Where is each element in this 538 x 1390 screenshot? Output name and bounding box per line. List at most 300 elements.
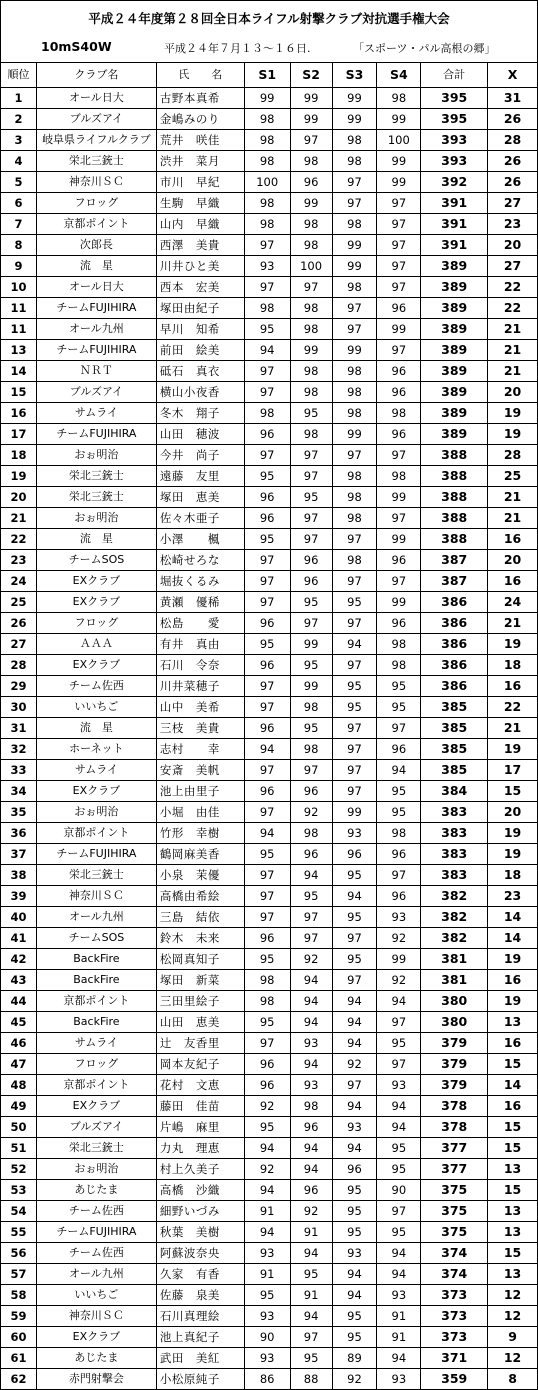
s2-cell: 95 bbox=[290, 592, 332, 613]
table-row bbox=[1, 655, 538, 676]
rank-cell: 46 bbox=[1, 1033, 37, 1054]
name-cell: 川井菜穂子 bbox=[156, 676, 244, 697]
name-cell: 佐藤 泉美 bbox=[156, 1285, 244, 1306]
x-cell: 21 bbox=[488, 340, 538, 361]
club-cell: おぉ明治 bbox=[36, 508, 156, 529]
s1-cell: 98 bbox=[244, 214, 290, 235]
table-row bbox=[1, 298, 538, 319]
x-cell: 25 bbox=[488, 466, 538, 487]
name-cell: 西本 宏美 bbox=[156, 277, 244, 298]
s2-cell: 94 bbox=[290, 1159, 332, 1180]
s2-cell: 92 bbox=[290, 1201, 332, 1222]
table-row bbox=[1, 235, 538, 256]
table-row bbox=[1, 88, 538, 109]
x-cell: 14 bbox=[488, 907, 538, 928]
total-cell: 380 bbox=[421, 1012, 488, 1033]
club-cell: EXクラブ bbox=[36, 781, 156, 802]
name-cell: 三枝 美貴 bbox=[156, 718, 244, 739]
rank-cell: 16 bbox=[1, 403, 37, 424]
s3-cell: 97 bbox=[332, 529, 377, 550]
club-cell: 京都ポイント bbox=[36, 991, 156, 1012]
s3-cell: 95 bbox=[332, 907, 377, 928]
table-row bbox=[1, 781, 538, 802]
rank-cell: 59 bbox=[1, 1306, 37, 1327]
total-cell: 373 bbox=[421, 1327, 488, 1348]
rank-cell: 21 bbox=[1, 508, 37, 529]
name-cell: 黄瀬 優稀 bbox=[156, 592, 244, 613]
s1-cell: 96 bbox=[244, 718, 290, 739]
s3-cell: 97 bbox=[332, 613, 377, 634]
rank-cell: 11 bbox=[1, 298, 37, 319]
s2-cell: 94 bbox=[290, 970, 332, 991]
s3-cell: 97 bbox=[332, 571, 377, 592]
rank-cell: 1 bbox=[1, 88, 37, 109]
name-cell: 阿蘇波奈央 bbox=[156, 1243, 244, 1264]
s2-cell: 91 bbox=[290, 1285, 332, 1306]
s4-cell: 99 bbox=[377, 592, 421, 613]
rank-cell: 23 bbox=[1, 550, 37, 571]
s4-cell: 97 bbox=[377, 1201, 421, 1222]
s3-cell: 93 bbox=[332, 823, 377, 844]
table-row bbox=[1, 466, 538, 487]
table-row bbox=[1, 403, 538, 424]
club-cell: あじたま bbox=[36, 1180, 156, 1201]
table-row bbox=[1, 361, 538, 382]
s1-cell: 98 bbox=[244, 970, 290, 991]
club-cell: チームFUJIHIRA bbox=[36, 844, 156, 865]
table-row bbox=[1, 319, 538, 340]
club-cell: チームFUJIHIRA bbox=[36, 298, 156, 319]
name-cell: 塚田 恵美 bbox=[156, 487, 244, 508]
s2-cell: 98 bbox=[290, 382, 332, 403]
x-cell: 15 bbox=[488, 1243, 538, 1264]
s1-cell: 98 bbox=[244, 151, 290, 172]
s1-cell: 96 bbox=[244, 781, 290, 802]
rank-cell: 34 bbox=[1, 781, 37, 802]
s1-cell: 95 bbox=[244, 1117, 290, 1138]
s3-cell: 95 bbox=[332, 1327, 377, 1348]
s2-cell: 98 bbox=[290, 424, 332, 445]
club-cell: いいちご bbox=[36, 1285, 156, 1306]
club-cell: チームFUJIHIRA bbox=[36, 340, 156, 361]
name-cell: 高橋由希絵 bbox=[156, 886, 244, 907]
club-cell: いいちご bbox=[36, 697, 156, 718]
x-cell: 15 bbox=[488, 1138, 538, 1159]
s4-cell: 97 bbox=[377, 235, 421, 256]
s1-cell: 94 bbox=[244, 340, 290, 361]
rank-cell: 4 bbox=[1, 151, 37, 172]
total-cell: 389 bbox=[421, 256, 488, 277]
club-cell: ＡＡＡ bbox=[36, 634, 156, 655]
x-cell: 27 bbox=[488, 193, 538, 214]
s1-cell: 95 bbox=[244, 466, 290, 487]
rank-cell: 47 bbox=[1, 1054, 37, 1075]
x-cell: 8 bbox=[488, 1369, 538, 1390]
table-row bbox=[1, 1327, 538, 1348]
s3-cell: 97 bbox=[332, 1075, 377, 1096]
s4-cell: 91 bbox=[377, 1327, 421, 1348]
s1-cell: 98 bbox=[244, 298, 290, 319]
s1-cell: 92 bbox=[244, 1096, 290, 1117]
rank-cell: 20 bbox=[1, 487, 37, 508]
total-cell: 380 bbox=[421, 991, 488, 1012]
name-cell: 辻 友香里 bbox=[156, 1033, 244, 1054]
total-cell: 388 bbox=[421, 487, 488, 508]
name-cell: 山内 早織 bbox=[156, 214, 244, 235]
s1-cell: 98 bbox=[244, 193, 290, 214]
s2-cell: 95 bbox=[290, 1348, 332, 1369]
s1-cell: 97 bbox=[244, 907, 290, 928]
s1-cell: 90 bbox=[244, 1327, 290, 1348]
s3-cell: 92 bbox=[332, 1054, 377, 1075]
name-cell: 松崎せろな bbox=[156, 550, 244, 571]
s2-cell: 98 bbox=[290, 697, 332, 718]
s4-cell: 96 bbox=[377, 739, 421, 760]
rank-cell: 29 bbox=[1, 676, 37, 697]
table-row bbox=[1, 760, 538, 781]
s2-cell: 94 bbox=[290, 865, 332, 886]
s1-cell: 96 bbox=[244, 613, 290, 634]
s4-cell: 99 bbox=[377, 487, 421, 508]
s4-cell: 96 bbox=[377, 424, 421, 445]
club-cell: チーム佐西 bbox=[36, 676, 156, 697]
x-cell: 19 bbox=[488, 424, 538, 445]
s4-cell: 92 bbox=[377, 970, 421, 991]
table-row bbox=[1, 739, 538, 760]
rank-cell: 60 bbox=[1, 1327, 37, 1348]
s1-cell: 98 bbox=[244, 403, 290, 424]
club-cell: チームFUJIHIRA bbox=[36, 424, 156, 445]
table-row bbox=[1, 1243, 538, 1264]
total-cell: 359 bbox=[421, 1369, 488, 1390]
header-row bbox=[1, 63, 538, 88]
table-row bbox=[1, 109, 538, 130]
s4-cell: 94 bbox=[377, 1264, 421, 1285]
x-cell: 21 bbox=[488, 508, 538, 529]
s1-cell: 96 bbox=[244, 424, 290, 445]
club-cell: サムライ bbox=[36, 403, 156, 424]
s1-cell: 95 bbox=[244, 319, 290, 340]
col-total-header: 合計 bbox=[421, 63, 488, 88]
s1-cell: 96 bbox=[244, 655, 290, 676]
club-cell: 神奈川ＳＣ bbox=[36, 1306, 156, 1327]
col-s4-header: S4 bbox=[377, 63, 421, 88]
s1-cell: 94 bbox=[244, 1180, 290, 1201]
total-cell: 388 bbox=[421, 529, 488, 550]
total-cell: 386 bbox=[421, 655, 488, 676]
x-cell: 24 bbox=[488, 592, 538, 613]
s1-cell: 97 bbox=[244, 676, 290, 697]
s3-cell: 96 bbox=[332, 1159, 377, 1180]
s3-cell: 97 bbox=[332, 739, 377, 760]
s4-cell: 97 bbox=[377, 214, 421, 235]
total-cell: 395 bbox=[421, 109, 488, 130]
club-cell: オール九州 bbox=[36, 1264, 156, 1285]
club-cell: EXクラブ bbox=[36, 1327, 156, 1348]
rank-cell: 11 bbox=[1, 319, 37, 340]
s3-cell: 97 bbox=[332, 298, 377, 319]
s4-cell: 94 bbox=[377, 1096, 421, 1117]
name-cell: 遠藤 友里 bbox=[156, 466, 244, 487]
name-cell: 松島 愛 bbox=[156, 613, 244, 634]
s2-cell: 95 bbox=[290, 487, 332, 508]
s3-cell: 97 bbox=[332, 970, 377, 991]
s1-cell: 97 bbox=[244, 802, 290, 823]
s4-cell: 93 bbox=[377, 1075, 421, 1096]
s2-cell: 94 bbox=[290, 1243, 332, 1264]
rank-cell: 27 bbox=[1, 634, 37, 655]
club-cell: オール九州 bbox=[36, 319, 156, 340]
s2-cell: 98 bbox=[290, 739, 332, 760]
s3-cell: 98 bbox=[332, 130, 377, 151]
s1-cell: 96 bbox=[244, 508, 290, 529]
total-cell: 387 bbox=[421, 550, 488, 571]
rank-cell: 37 bbox=[1, 844, 37, 865]
table-row bbox=[1, 529, 538, 550]
s4-cell: 97 bbox=[377, 718, 421, 739]
s3-cell: 94 bbox=[332, 1096, 377, 1117]
s2-cell: 95 bbox=[290, 886, 332, 907]
name-cell: 金嶋みのり bbox=[156, 109, 244, 130]
s3-cell: 98 bbox=[332, 508, 377, 529]
col-club-header: クラブ名 bbox=[36, 63, 156, 88]
table-row bbox=[1, 130, 538, 151]
s4-cell: 96 bbox=[377, 886, 421, 907]
s1-cell: 97 bbox=[244, 760, 290, 781]
s3-cell: 93 bbox=[332, 1117, 377, 1138]
s4-cell: 94 bbox=[377, 991, 421, 1012]
total-cell: 384 bbox=[421, 781, 488, 802]
rank-cell: 8 bbox=[1, 235, 37, 256]
x-cell: 26 bbox=[488, 109, 538, 130]
table-row bbox=[1, 1033, 538, 1054]
x-cell: 14 bbox=[488, 928, 538, 949]
table-row bbox=[1, 676, 538, 697]
x-cell: 27 bbox=[488, 256, 538, 277]
total-cell: 386 bbox=[421, 613, 488, 634]
s4-cell: 99 bbox=[377, 529, 421, 550]
event-code: 10mS40W bbox=[41, 39, 112, 54]
total-cell: 386 bbox=[421, 592, 488, 613]
s4-cell: 98 bbox=[377, 655, 421, 676]
s3-cell: 94 bbox=[332, 991, 377, 1012]
s2-cell: 97 bbox=[290, 508, 332, 529]
name-cell: 西澤 美貴 bbox=[156, 235, 244, 256]
x-cell: 21 bbox=[488, 613, 538, 634]
s1-cell: 97 bbox=[244, 235, 290, 256]
x-cell: 16 bbox=[488, 1096, 538, 1117]
s4-cell: 97 bbox=[377, 340, 421, 361]
s2-cell: 99 bbox=[290, 634, 332, 655]
s3-cell: 97 bbox=[332, 928, 377, 949]
total-cell: 382 bbox=[421, 886, 488, 907]
s4-cell: 98 bbox=[377, 466, 421, 487]
x-cell: 19 bbox=[488, 403, 538, 424]
total-cell: 381 bbox=[421, 970, 488, 991]
s2-cell: 93 bbox=[290, 1033, 332, 1054]
s2-cell: 95 bbox=[290, 718, 332, 739]
table-row bbox=[1, 886, 538, 907]
name-cell: 鶴岡麻美香 bbox=[156, 844, 244, 865]
name-cell: 荒井 咲佳 bbox=[156, 130, 244, 151]
total-cell: 383 bbox=[421, 823, 488, 844]
table-row bbox=[1, 508, 538, 529]
rank-cell: 35 bbox=[1, 802, 37, 823]
s2-cell: 97 bbox=[290, 613, 332, 634]
name-cell: 生駒 早織 bbox=[156, 193, 244, 214]
rank-cell: 50 bbox=[1, 1117, 37, 1138]
s1-cell: 95 bbox=[244, 1285, 290, 1306]
name-cell: 堀抜くるみ bbox=[156, 571, 244, 592]
rank-cell: 18 bbox=[1, 445, 37, 466]
x-cell: 15 bbox=[488, 1180, 538, 1201]
rank-cell: 2 bbox=[1, 109, 37, 130]
col-x-header: X bbox=[488, 63, 538, 88]
total-cell: 393 bbox=[421, 130, 488, 151]
x-cell: 12 bbox=[488, 1348, 538, 1369]
s4-cell: 99 bbox=[377, 319, 421, 340]
s3-cell: 94 bbox=[332, 1033, 377, 1054]
s2-cell: 91 bbox=[290, 1222, 332, 1243]
total-cell: 375 bbox=[421, 1180, 488, 1201]
x-cell: 19 bbox=[488, 949, 538, 970]
s2-cell: 97 bbox=[290, 760, 332, 781]
s3-cell: 97 bbox=[332, 445, 377, 466]
x-cell: 9 bbox=[488, 1327, 538, 1348]
rank-cell: 19 bbox=[1, 466, 37, 487]
total-cell: 389 bbox=[421, 403, 488, 424]
s3-cell: 99 bbox=[332, 88, 377, 109]
rank-cell: 7 bbox=[1, 214, 37, 235]
rank-cell: 30 bbox=[1, 697, 37, 718]
s1-cell: 98 bbox=[244, 991, 290, 1012]
s3-cell: 97 bbox=[332, 781, 377, 802]
s3-cell: 89 bbox=[332, 1348, 377, 1369]
s4-cell: 97 bbox=[377, 865, 421, 886]
rank-cell: 41 bbox=[1, 928, 37, 949]
name-cell: 前田 絵美 bbox=[156, 340, 244, 361]
table-row bbox=[1, 802, 538, 823]
rank-cell: 6 bbox=[1, 193, 37, 214]
total-cell: 373 bbox=[421, 1285, 488, 1306]
club-cell: オール日大 bbox=[36, 88, 156, 109]
total-cell: 389 bbox=[421, 424, 488, 445]
s4-cell: 96 bbox=[377, 550, 421, 571]
name-cell: 有井 真由 bbox=[156, 634, 244, 655]
x-cell: 18 bbox=[488, 865, 538, 886]
s3-cell: 98 bbox=[332, 361, 377, 382]
s4-cell: 96 bbox=[377, 361, 421, 382]
total-cell: 383 bbox=[421, 844, 488, 865]
s2-cell: 96 bbox=[290, 550, 332, 571]
s1-cell: 97 bbox=[244, 886, 290, 907]
total-cell: 386 bbox=[421, 676, 488, 697]
s3-cell: 98 bbox=[332, 487, 377, 508]
s1-cell: 94 bbox=[244, 1138, 290, 1159]
s3-cell: 96 bbox=[332, 844, 377, 865]
table-row bbox=[1, 1285, 538, 1306]
club-cell: ＮＲＴ bbox=[36, 361, 156, 382]
s4-cell: 97 bbox=[377, 571, 421, 592]
club-cell: 岐阜県ライフルクラブ bbox=[36, 130, 156, 151]
total-cell: 391 bbox=[421, 235, 488, 256]
s1-cell: 97 bbox=[244, 697, 290, 718]
s2-cell: 99 bbox=[290, 340, 332, 361]
name-cell: 川井ひと美 bbox=[156, 256, 244, 277]
s2-cell: 96 bbox=[290, 1117, 332, 1138]
x-cell: 14 bbox=[488, 1075, 538, 1096]
rank-cell: 26 bbox=[1, 613, 37, 634]
club-cell: 流 星 bbox=[36, 718, 156, 739]
s3-cell: 94 bbox=[332, 1138, 377, 1159]
table-row bbox=[1, 151, 538, 172]
rank-cell: 40 bbox=[1, 907, 37, 928]
s3-cell: 95 bbox=[332, 1222, 377, 1243]
club-cell: 神奈川ＳＣ bbox=[36, 886, 156, 907]
s2-cell: 94 bbox=[290, 1054, 332, 1075]
rank-cell: 38 bbox=[1, 865, 37, 886]
total-cell: 389 bbox=[421, 340, 488, 361]
club-cell: サムライ bbox=[36, 760, 156, 781]
club-cell: 京都ポイント bbox=[36, 823, 156, 844]
s4-cell: 94 bbox=[377, 760, 421, 781]
x-cell: 21 bbox=[488, 319, 538, 340]
s2-cell: 98 bbox=[290, 361, 332, 382]
s1-cell: 94 bbox=[244, 823, 290, 844]
s1-cell: 95 bbox=[244, 634, 290, 655]
total-cell: 377 bbox=[421, 1159, 488, 1180]
s2-cell: 94 bbox=[290, 1138, 332, 1159]
total-cell: 371 bbox=[421, 1348, 488, 1369]
s4-cell: 95 bbox=[377, 697, 421, 718]
x-cell: 23 bbox=[488, 214, 538, 235]
s3-cell: 94 bbox=[332, 1285, 377, 1306]
s2-cell: 94 bbox=[290, 1012, 332, 1033]
name-cell: 藤田 佳苗 bbox=[156, 1096, 244, 1117]
s3-cell: 93 bbox=[332, 1243, 377, 1264]
club-cell: BackFire bbox=[36, 970, 156, 991]
rank-cell: 61 bbox=[1, 1348, 37, 1369]
s3-cell: 97 bbox=[332, 760, 377, 781]
table-row bbox=[1, 1180, 538, 1201]
club-cell: 赤門射撃会 bbox=[36, 1369, 156, 1390]
table-row bbox=[1, 214, 538, 235]
total-cell: 375 bbox=[421, 1222, 488, 1243]
x-cell: 26 bbox=[488, 151, 538, 172]
table-row bbox=[1, 844, 538, 865]
rank-cell: 48 bbox=[1, 1075, 37, 1096]
club-cell: 京都ポイント bbox=[36, 1075, 156, 1096]
s2-cell: 99 bbox=[290, 109, 332, 130]
x-cell: 19 bbox=[488, 739, 538, 760]
s3-cell: 97 bbox=[332, 172, 377, 193]
x-cell: 13 bbox=[488, 1222, 538, 1243]
name-cell: 今井 尚子 bbox=[156, 445, 244, 466]
total-cell: 379 bbox=[421, 1033, 488, 1054]
name-cell: 市川 早紀 bbox=[156, 172, 244, 193]
club-cell: 栄北三銃士 bbox=[36, 865, 156, 886]
s4-cell: 99 bbox=[377, 949, 421, 970]
total-cell: 378 bbox=[421, 1096, 488, 1117]
s4-cell: 98 bbox=[377, 823, 421, 844]
s1-cell: 93 bbox=[244, 1243, 290, 1264]
s4-cell: 93 bbox=[377, 1369, 421, 1390]
s2-cell: 96 bbox=[290, 1180, 332, 1201]
club-cell: フロッグ bbox=[36, 613, 156, 634]
total-cell: 379 bbox=[421, 1075, 488, 1096]
name-cell: 冬木 翔子 bbox=[156, 403, 244, 424]
rank-cell: 51 bbox=[1, 1138, 37, 1159]
